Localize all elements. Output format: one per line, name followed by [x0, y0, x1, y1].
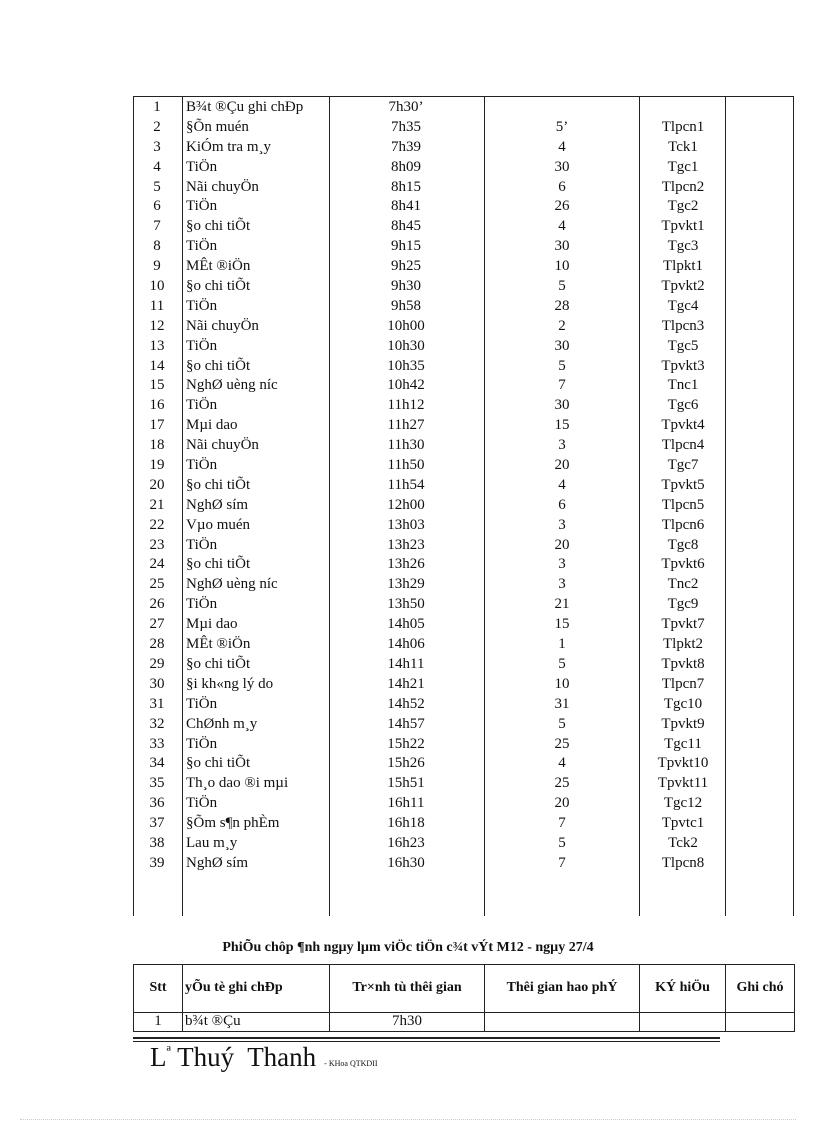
- row-code: Tpvkt4: [661, 417, 705, 434]
- row-stt: 34: [149, 755, 165, 772]
- row-time: 13h50: [387, 596, 425, 613]
- row-duration: 10: [554, 675, 570, 692]
- row-event: Th¸o dao ®i mµi: [186, 775, 289, 792]
- row-time: 9h15: [391, 238, 421, 255]
- row-time: 14h57: [387, 715, 425, 732]
- row-duration: 5: [558, 357, 566, 374]
- row-duration: 7: [558, 377, 566, 394]
- row-time: 13h29: [387, 576, 425, 593]
- row-code: Tlpcn3: [661, 317, 705, 334]
- row-stt: 1: [153, 99, 161, 115]
- table-row: [133, 317, 794, 337]
- row-stt: 10: [149, 278, 165, 295]
- table-row: [133, 695, 794, 715]
- row-code: Tpvkt11: [657, 775, 709, 792]
- row-stt: 6: [153, 198, 161, 215]
- row-time: 16h30: [387, 854, 425, 871]
- table-row: [133, 456, 794, 476]
- row-code: Tpvkt3: [661, 357, 705, 374]
- row-time: 15h51: [387, 775, 425, 792]
- row-duration: 25: [554, 775, 570, 792]
- row-event: TiÖn: [186, 457, 218, 474]
- table-top-border: [133, 96, 794, 97]
- row-time: 10h35: [387, 357, 425, 374]
- row-stt: 7: [153, 218, 161, 235]
- author-name-rest: Thuý Thanh: [170, 1042, 317, 1072]
- table-row: [133, 376, 794, 396]
- row-duration: 5: [558, 655, 566, 672]
- table-row: [133, 854, 794, 874]
- row-time: 9h25: [391, 258, 421, 275]
- row-duration: 6: [558, 496, 566, 513]
- table-row: [133, 655, 794, 675]
- row-time: 14h11: [387, 655, 425, 672]
- cell-event: b¾t ®Çu: [183, 1012, 330, 1031]
- table-row: [133, 416, 794, 436]
- row-time: 13h23: [387, 536, 425, 553]
- department-label: - KHoa QTKDII: [324, 1059, 378, 1068]
- row-duration: 7: [558, 854, 566, 871]
- row-duration: 4: [558, 218, 566, 235]
- row-duration: 4: [558, 476, 566, 493]
- table-row: [133, 675, 794, 695]
- header-table: [133, 964, 795, 1032]
- table-row: [133, 635, 794, 655]
- row-code: Tgc10: [663, 695, 703, 712]
- row-event: KiÓm tra m¸y: [186, 138, 271, 155]
- row-code: Tpvkt7: [661, 616, 705, 633]
- row-stt: 2: [153, 118, 161, 135]
- row-duration: 5: [558, 715, 566, 732]
- row-time: 8h45: [391, 218, 421, 235]
- row-event: §i kh«ng lý do: [186, 675, 274, 692]
- row-stt: 36: [149, 795, 165, 812]
- row-event: Mµi dao: [186, 616, 238, 633]
- row-time: 15h22: [387, 735, 425, 752]
- log-table: [133, 96, 794, 916]
- row-duration: 5: [558, 278, 566, 295]
- row-stt: 29: [149, 655, 165, 672]
- row-code: Tpvkt8: [661, 655, 705, 672]
- row-event: §Õn muén: [186, 118, 249, 135]
- row-stt: 28: [149, 636, 165, 653]
- row-code: Tlpcn5: [661, 496, 705, 513]
- row-event: §o chi tiÕt: [186, 476, 251, 493]
- row-stt: 4: [153, 158, 161, 175]
- row-duration: 30: [554, 337, 570, 354]
- row-duration: 4: [558, 138, 566, 155]
- row-event: TiÖn: [186, 795, 218, 812]
- table-row: [133, 217, 794, 237]
- row-time: 8h09: [391, 158, 421, 175]
- table-row: [133, 158, 794, 178]
- table-row: [133, 496, 794, 516]
- row-code: Tck2: [668, 834, 698, 851]
- row-stt: 18: [149, 437, 165, 454]
- row-time: 11h54: [387, 476, 425, 493]
- table-row: [133, 337, 794, 357]
- table-row: [133, 178, 794, 198]
- row-event: Nãi chuyÖn: [186, 437, 259, 454]
- row-code: Tgc2: [667, 198, 699, 215]
- row-duration: 20: [554, 536, 570, 553]
- row-duration: 28: [554, 297, 570, 314]
- row-event: TiÖn: [186, 397, 218, 414]
- page-bottom-divider: [20, 1119, 796, 1120]
- row-time: 13h03: [387, 516, 425, 533]
- row-code: Tlpcn4: [661, 437, 705, 454]
- row-event: §o chi tiÕt: [186, 278, 251, 295]
- row-code: Tlpcn6: [661, 516, 705, 533]
- row-stt: 3: [153, 138, 161, 155]
- row-duration: 6: [558, 178, 566, 195]
- row-code: Tgc9: [667, 596, 699, 613]
- row-event: TiÖn: [186, 297, 218, 314]
- table-row: [133, 237, 794, 257]
- row-stt: 33: [149, 735, 165, 752]
- row-time: 16h23: [387, 834, 425, 851]
- row-duration: 15: [554, 417, 570, 434]
- table-caption: PhiÕu chôp ¶nh ngµy lµm viÖc tiÖn c¾t vÝt M12 - ngµy 27/4: [222, 940, 594, 955]
- table-row: [133, 138, 794, 158]
- table-row: [133, 555, 794, 575]
- row-code: Tpvkt5: [661, 476, 705, 493]
- row-stt: 20: [149, 476, 165, 493]
- header-stt: Stt: [134, 965, 183, 1013]
- row-time: 12h00: [387, 496, 425, 513]
- row-time: 14h05: [387, 616, 425, 633]
- row-code: Tgc5: [667, 337, 699, 354]
- row-event: TiÖn: [186, 695, 218, 712]
- table-row: [133, 615, 794, 635]
- table-row: [133, 357, 794, 377]
- table-row: [133, 774, 794, 794]
- row-event: NghØ sím: [186, 496, 249, 513]
- row-stt: 30: [149, 675, 165, 692]
- row-code: Tgc11: [664, 735, 702, 752]
- row-time: 8h41: [391, 198, 421, 215]
- row-duration: 1: [558, 636, 566, 653]
- row-event: ChØnh m¸y: [186, 715, 258, 732]
- cell-code: [640, 1012, 726, 1031]
- row-event: §o chi tiÕt: [186, 655, 251, 672]
- row-duration: 5’: [555, 118, 569, 135]
- row-duration: 3: [558, 556, 566, 573]
- table-row: [133, 754, 794, 774]
- cell-stt: 1: [134, 1012, 183, 1031]
- row-time: 16h11: [387, 795, 425, 812]
- row-duration: 4: [558, 755, 566, 772]
- row-time: 14h52: [387, 695, 425, 712]
- row-code: Tgc7: [667, 457, 699, 474]
- row-event: TiÖn: [186, 596, 218, 613]
- table-row: [133, 197, 794, 217]
- row-event: B¾t ®Çu ghi chÐp: [186, 99, 304, 115]
- cell-waste: [485, 1012, 640, 1031]
- table-row: [133, 277, 794, 297]
- row-stt: 11: [149, 297, 165, 314]
- row-stt: 39: [149, 854, 165, 871]
- row-code: Tlpcn1: [661, 118, 705, 135]
- row-stt: 38: [149, 834, 165, 851]
- row-code: Tpvtc1: [661, 815, 705, 832]
- row-duration: 3: [558, 516, 566, 533]
- row-code: Tgc8: [667, 536, 699, 553]
- row-code: Tnc2: [667, 576, 699, 593]
- row-event: MÊt ®iÖn: [186, 636, 251, 653]
- row-code: Tnc1: [667, 377, 699, 394]
- row-duration: 30: [554, 158, 570, 175]
- table-row: [133, 476, 794, 496]
- row-time: 11h50: [387, 457, 425, 474]
- row-duration: 3: [558, 437, 566, 454]
- row-stt: 17: [149, 417, 165, 434]
- row-code: Tpvkt9: [661, 715, 705, 732]
- row-event: NghØ uèng níc: [186, 377, 278, 394]
- row-event: Mµi dao: [186, 417, 238, 434]
- row-code: Tlpcn7: [661, 675, 705, 692]
- row-time: 7h35: [391, 118, 421, 135]
- row-duration: 26: [554, 198, 570, 215]
- row-code: Tlpcn8: [661, 854, 705, 871]
- table-row: [133, 575, 794, 595]
- author-name-sup: ª: [166, 1044, 171, 1061]
- row-code: Tpvkt10: [657, 755, 709, 772]
- row-stt: 25: [149, 576, 165, 593]
- row-code: Tck1: [668, 138, 698, 155]
- row-code: Tgc4: [667, 297, 699, 314]
- row-duration: 15: [554, 616, 570, 633]
- cell-time: 7h30: [330, 1012, 485, 1031]
- header-note: Ghi chó: [726, 965, 795, 1013]
- table-row: [133, 595, 794, 615]
- row-code: Tlpkt2: [663, 636, 703, 653]
- row-stt: 27: [149, 616, 165, 633]
- row-event: TiÖn: [186, 238, 218, 255]
- row-time: 15h26: [387, 755, 425, 772]
- row-time: 11h30: [387, 437, 425, 454]
- row-time: 9h58: [391, 297, 421, 314]
- row-stt: 16: [149, 397, 165, 414]
- header-row: [134, 965, 795, 1013]
- row-stt: 22: [149, 516, 165, 533]
- table-row: [133, 735, 794, 755]
- table-row: [133, 715, 794, 735]
- author-name-first: L: [150, 1042, 167, 1072]
- row-event: TiÖn: [186, 158, 218, 175]
- row-time: 10h00: [387, 317, 425, 334]
- row-stt: 35: [149, 775, 165, 792]
- row-event: TiÖn: [186, 536, 218, 553]
- row-stt: 9: [153, 258, 161, 275]
- row-duration: 10: [554, 258, 570, 275]
- row-stt: 14: [149, 357, 165, 374]
- row-stt: 23: [149, 536, 165, 553]
- row-stt: 26: [149, 596, 165, 613]
- row-code: Tgc12: [663, 795, 703, 812]
- row-event: MÊt ®iÖn: [186, 258, 251, 275]
- row-event: Nãi chuyÖn: [186, 178, 259, 195]
- row-event: §o chi tiÕt: [186, 556, 251, 573]
- table-row: [133, 834, 794, 854]
- row-event: TiÖn: [186, 735, 218, 752]
- row-stt: 15: [149, 377, 165, 394]
- header-code: KÝ hiÖu: [640, 965, 726, 1013]
- row-time: 8h15: [391, 178, 421, 195]
- table-row: [133, 297, 794, 317]
- row-event: Lau m¸y: [186, 834, 238, 851]
- row-time: 9h30: [391, 278, 421, 295]
- row-event: §o chi tiÕt: [186, 755, 251, 772]
- row-code: Tpvkt1: [661, 218, 705, 235]
- row-event: NghØ uèng níc: [186, 576, 278, 593]
- row-stt: 13: [149, 337, 165, 354]
- cell-note: [726, 1012, 795, 1031]
- row-code: Tpvkt2: [661, 278, 705, 295]
- log-rows: [133, 98, 794, 874]
- row-stt: 31: [149, 695, 165, 712]
- row-duration: 3: [558, 576, 566, 593]
- row-event: Nãi chuyÖn: [186, 317, 259, 334]
- row-time: 13h26: [387, 556, 425, 573]
- row-event: §o chi tiÕt: [186, 357, 251, 374]
- row-code: Tgc6: [667, 397, 699, 414]
- row-duration: 21: [554, 596, 570, 613]
- row-stt: 21: [149, 496, 165, 513]
- table-row: [134, 1012, 795, 1031]
- table-row: [133, 814, 794, 834]
- table-row: [133, 794, 794, 814]
- row-time: 10h30: [387, 337, 425, 354]
- row-duration: 5: [558, 834, 566, 851]
- row-event: Vµo muén: [186, 516, 251, 533]
- row-duration: 20: [554, 795, 570, 812]
- row-duration: 25: [554, 735, 570, 752]
- row-stt: 32: [149, 715, 165, 732]
- row-time: 11h27: [387, 417, 425, 434]
- row-event: §Õm s¶n phÈm: [186, 815, 280, 832]
- table-row: [133, 118, 794, 138]
- row-time: 14h21: [387, 675, 425, 692]
- row-duration: 2: [558, 317, 566, 334]
- row-time: 14h06: [387, 636, 425, 653]
- row-time: 11h12: [387, 397, 425, 414]
- row-duration: 30: [554, 238, 570, 255]
- row-stt: 19: [149, 457, 165, 474]
- row-code: Tpvkt6: [661, 556, 705, 573]
- row-code: Tgc1: [667, 158, 699, 175]
- row-stt: 8: [153, 238, 161, 255]
- row-stt: 37: [149, 815, 165, 832]
- page-footer: [150, 1042, 378, 1073]
- table-row: [133, 436, 794, 456]
- table-row: [133, 396, 794, 416]
- row-event: NghØ sím: [186, 854, 249, 871]
- row-duration: 7: [558, 815, 566, 832]
- row-event: §o chi tiÕt: [186, 218, 251, 235]
- row-time: 7h39: [391, 138, 421, 155]
- row-stt: 24: [149, 556, 165, 573]
- table-row: [133, 536, 794, 556]
- row-duration: 31: [554, 695, 570, 712]
- footer-rule: [133, 1037, 720, 1039]
- table-row: [133, 516, 794, 536]
- row-code: Tlpkt1: [663, 258, 703, 275]
- row-stt: 5: [153, 178, 161, 195]
- row-duration: 20: [554, 457, 570, 474]
- row-code: Tgc3: [667, 238, 699, 255]
- row-time: 16h18: [387, 815, 425, 832]
- row-stt: 12: [149, 317, 165, 334]
- table-row: [133, 98, 794, 118]
- row-duration: 30: [554, 397, 570, 414]
- row-code: Tlpcn2: [661, 178, 705, 195]
- header-time: Tr×nh tù thêi gian: [330, 965, 485, 1013]
- header-event: yÕu tè ghi chÐp: [183, 965, 330, 1013]
- header-waste: Thêi gian hao phÝ: [485, 965, 640, 1013]
- row-time: 7h30’: [388, 99, 424, 115]
- row-event: TiÖn: [186, 198, 218, 215]
- row-time: 10h42: [387, 377, 425, 394]
- row-event: TiÖn: [186, 337, 218, 354]
- table-row: [133, 257, 794, 277]
